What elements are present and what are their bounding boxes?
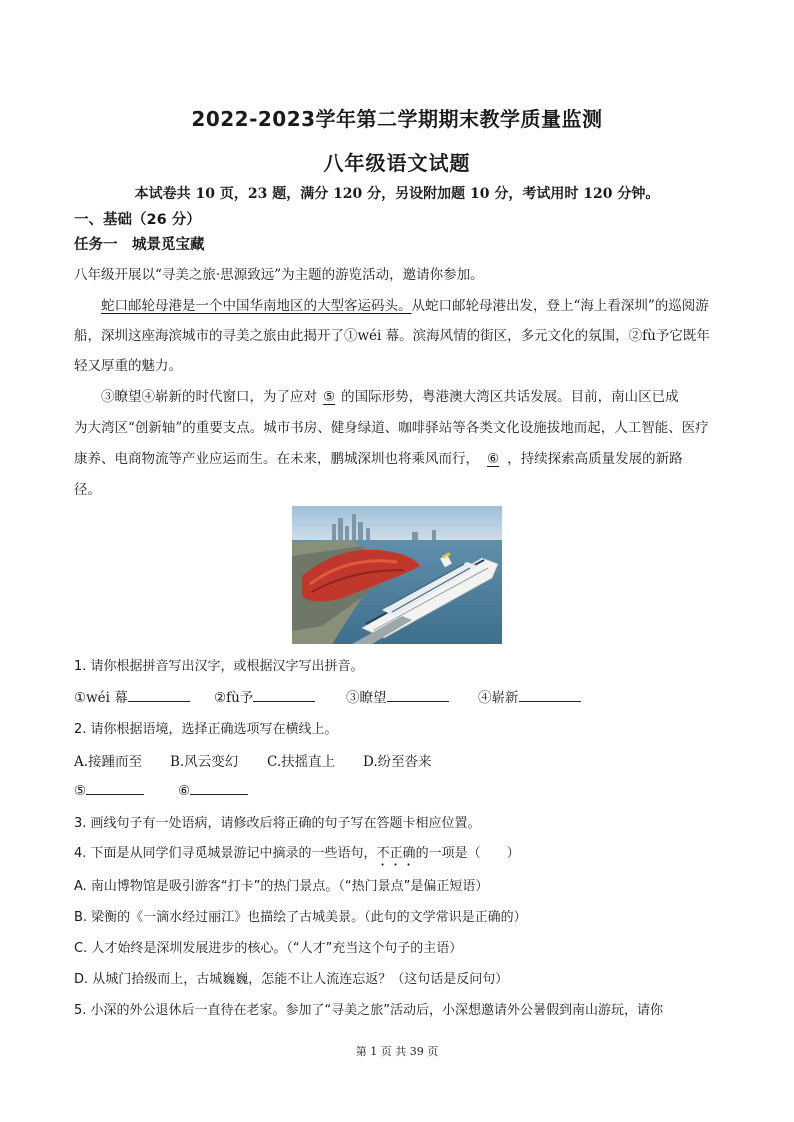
- q1-item-1-label: ①wéi 幕: [74, 690, 128, 706]
- answer-blank: [86, 780, 144, 795]
- answer-blank: [519, 687, 581, 702]
- q2-blank-6-label: ⑥: [178, 783, 191, 799]
- page-footer: 第 1 页 共 39 页: [355, 1045, 439, 1058]
- q2-blank-6: [178, 780, 248, 799]
- p2-text-d: ，持续探索高质量发展的新路: [507, 451, 683, 467]
- q4-text-b: 的一项是（ ）: [415, 846, 520, 861]
- q4-text-a: 4. 下面是从同学们寻觅城景游记中摘录的一些语句，: [74, 846, 377, 861]
- answer-blank: [387, 687, 449, 702]
- q4-option-c: C. 人才始终是深圳发展进步的核心。（“人才”充当这个句子的主语）: [74, 941, 463, 956]
- q4-option-b: B. 梁衡的《一滴水经过丽江》也描绘了古城美景。（此句的文学常识是正确的）: [74, 910, 527, 925]
- question-3: 3. 画线句子有一处语病，请修改后将正确的句子写在答题卡相应位置。: [74, 816, 481, 831]
- blank-5: ⑤: [323, 389, 336, 405]
- q1-item-2-label: ②fù予: [214, 690, 254, 706]
- answer-blank: [128, 687, 190, 702]
- answer-blank: [253, 687, 315, 702]
- q1-item-3: [346, 686, 449, 706]
- paragraph-2-line-4: 径。: [74, 482, 101, 498]
- p2-text-a: ③瞭望④崭新的时代窗口，为了应对: [101, 389, 317, 405]
- section-heading: 一、基础（26 分）: [74, 212, 201, 228]
- paragraph-2-line-2: 为大湾区“创新轴”的重要支点。城市书房、健身绿道、咖啡驿站等各类文化设施拔地而起，人工智能、医疗: [74, 420, 709, 436]
- cruise-ship-photo: [292, 506, 502, 644]
- q2-option-c: C.扶摇直上: [267, 754, 336, 770]
- paragraph-2-line-1: [101, 385, 751, 405]
- q2-option-d: D.纷至沓来: [363, 754, 432, 770]
- exam-note: 本试卷共 10 页，23 题，满分 120 分，另设附加题 10 分，考试用时 120 分钟。: [134, 186, 660, 202]
- q2-option-a: A.接踵而至: [74, 754, 143, 770]
- paragraph-1-line-1: [101, 294, 751, 314]
- q4-option-a: A. 南山博物馆是吸引游客“打卡”的热门景点。（“热门景点”是偏正短语）: [74, 879, 489, 894]
- question-1: 1. 请你根据拼音写出汉字，或根据汉字写出拼音。: [74, 659, 364, 674]
- q1-item-2: [214, 686, 315, 706]
- underlined-sentence: 蛇口邮轮母港是一个中国华南地区的大型客运码头。: [101, 298, 412, 314]
- q2-blank-5-label: ⑤: [74, 783, 87, 799]
- q1-item-1: [74, 686, 190, 706]
- p1-rest: 从蛇口邮轮母港出发，登上“海上看深圳”的巡阅游: [411, 298, 709, 314]
- intro-text: 八年级开展以“寻美之旅·思源致远”为主题的游览活动，邀请你参加。: [74, 267, 484, 283]
- exam-title: 2022-2023学年第二学期期末教学质量监测: [191, 107, 603, 131]
- q2-option-b: B.风云变幻: [170, 754, 239, 770]
- q1-item-3-label: ③瞭望: [346, 690, 387, 706]
- question-2: 2. 请你根据语境，选择正确选项写在横线上。: [74, 722, 338, 737]
- p2-text-c: 康养、电商物流等产业应运而生。在未来，鹏城深圳也将乘风而行，: [74, 451, 479, 467]
- q1-item-4-label: ④崭新: [478, 690, 519, 706]
- q2-blank-5: [74, 780, 144, 799]
- question-4: [74, 842, 724, 869]
- q4-option-d: D. 从城门拾级而上，古城巍巍，怎能不让人流连忘返？（这句话是反问句）: [74, 972, 509, 987]
- q4-emphasis: 不正确: [376, 846, 416, 861]
- paragraph-2-line-3: [74, 447, 724, 467]
- q1-item-4: [478, 686, 581, 706]
- p2-text-b: 的国际形势，粤港澳大湾区共话发展。目前，南山区已成: [341, 389, 679, 405]
- question-5: 5. 小深的外公退休后一直待在老家。参加了“寻美之旅”活动后，小深想邀请外公暑假到南山游玩，请你: [74, 1003, 664, 1018]
- blank-6: ⑥: [487, 451, 500, 467]
- paragraph-1-line-2: 船，深圳这座海滨城市的寻美之旅由此揭开了①wéi 幕。滨海风情的街区，多元文化的氛围，②fù予它既年: [74, 328, 710, 344]
- answer-blank: [190, 780, 248, 795]
- paragraph-1-line-3: 轻又厚重的魅力。: [74, 358, 182, 374]
- exam-subtitle: 八年级语文试题: [323, 151, 471, 175]
- task-heading: 任务一 城景觅宝藏: [74, 237, 205, 253]
